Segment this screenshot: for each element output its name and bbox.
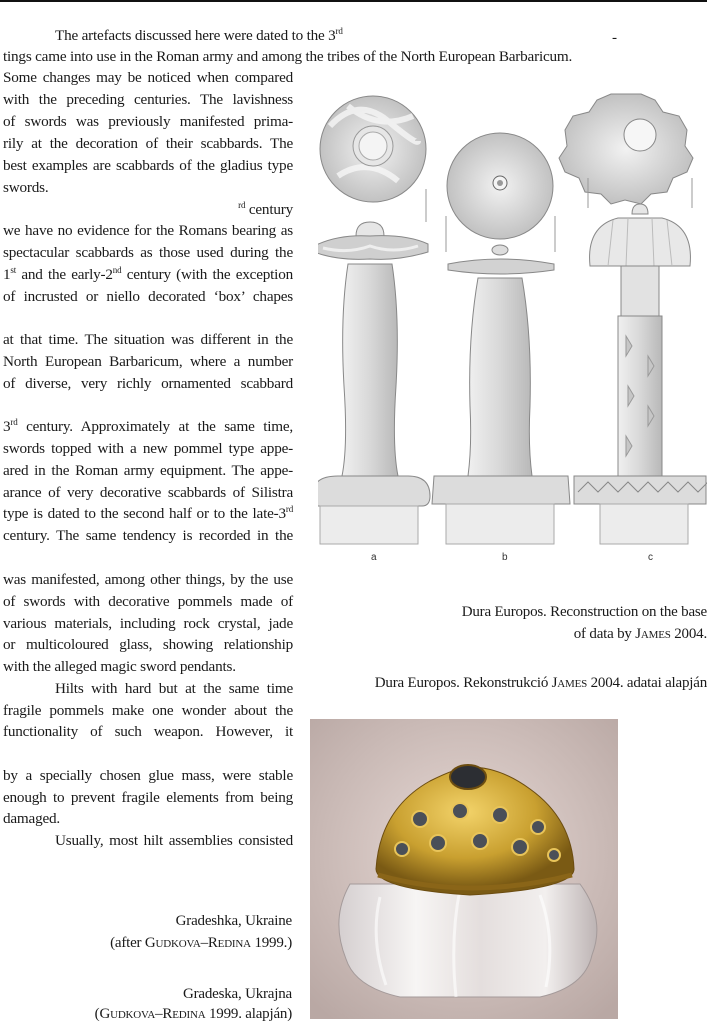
sword-b-drawing (432, 133, 570, 544)
body-col-line: we have no evidence for the Romans bearing as (3, 222, 293, 239)
sword-c-drawing (559, 94, 707, 544)
body-col-line: Hilts with hard but at the same time (55, 680, 293, 697)
sword-a-drawing (318, 96, 430, 544)
figure-caption-en-line-2: of data by James 2004. (573, 626, 707, 642)
body-col-line: arance of very decorative scabbards of Silistra (3, 484, 293, 501)
figure-label-c: c (648, 552, 653, 563)
body-col-line: century. The same tendency is recorded in the (3, 527, 293, 544)
body-col-line: of swords was previously manifested prima- (3, 113, 293, 130)
body-col-line: was manifested, among other things, by the use (3, 571, 293, 588)
photo-caption-en-line-1: Gradeshka, Ukraine (175, 913, 292, 929)
photo-caption-hu-line-1: Gradeska, Ukrajna (182, 986, 292, 1002)
body-col-line: enough to prevent fragile elements from being (3, 789, 293, 806)
body-col-line: of diverse, very richly ornamented scabbard (3, 375, 293, 392)
sword-hilt-reconstruction-figure (318, 86, 707, 566)
body-col-line: 1st and the early-2nd century (with the exception (3, 264, 293, 283)
body-line-2: tings came into use in the Roman army and among the tribes of the North European Barbaricum. (3, 48, 573, 65)
body-col-line: 3rd century. Approximately at the same time, (3, 416, 293, 435)
figure-label-a: a (371, 552, 377, 563)
body-col-line: with the preceding centuries. The lavishness (3, 91, 293, 108)
body-col-line: with the alleged magic sword pendants. (3, 658, 236, 675)
body-col-line: spectacular scabbards as those used during the (3, 244, 293, 261)
body-col-line: by a specially chosen glue mass, were stable (3, 767, 293, 784)
body-col-line: fragile pommels make one wonder about the (3, 702, 293, 719)
body-col-line: various materials, including rock crystal, jade (3, 615, 293, 632)
photo-caption-en-line-2: (after Gudkova–Redina 1999.) (110, 935, 292, 951)
figure-caption-en-line-1: Dura Europos. Reconstruction on the base (461, 604, 707, 620)
body-col-line: ared in the Roman army equipment. The appe- (3, 462, 293, 479)
body-col-line: best examples are scabbards of the gladius type (3, 157, 293, 174)
body-line-1: The artefacts discussed here were dated to the 3rd (55, 25, 343, 44)
body-col-line: of swords with decorative pommels made of (3, 593, 293, 610)
photo-caption-hu-line-2: (Gudkova–Redina 1999. alapján) (94, 1006, 292, 1022)
body-col-line: type is dated to the second half or to the late-3rd (3, 503, 293, 522)
figure-caption-hu: Dura Europos. Rekonstrukció James 2004. adatai alapján (374, 675, 707, 691)
body-line-1-dash: - (612, 29, 617, 46)
body-col-line: of incrusted or niello decorated ‘box’ chapes (3, 288, 293, 305)
body-col-line: Some changes may be noticed when compared (3, 69, 293, 86)
body-col-line: functionality of such weapon. However, it (3, 723, 293, 740)
body-col-line: rily at the decoration of their scabbards. The (3, 135, 293, 152)
body-col-line: at that time. The situation was different in the (3, 331, 293, 348)
body-col-line: damaged. (3, 810, 61, 827)
figure-label-b: b (502, 552, 508, 563)
body-col-line: Usually, most hilt assemblies consisted (55, 832, 293, 849)
body-col-line: $^{rd}$ century (238, 199, 293, 218)
body-col-line: swords. (3, 179, 49, 196)
top-rule (0, 0, 707, 2)
body-col-line: swords topped with a new pommel type appe- (3, 440, 293, 457)
body-col-line: or multicoloured glass, showing relationship (3, 636, 293, 653)
body-col-line: North European Barbaricum, where a number (3, 353, 293, 370)
rock-crystal-pommel-photo (310, 719, 618, 1019)
